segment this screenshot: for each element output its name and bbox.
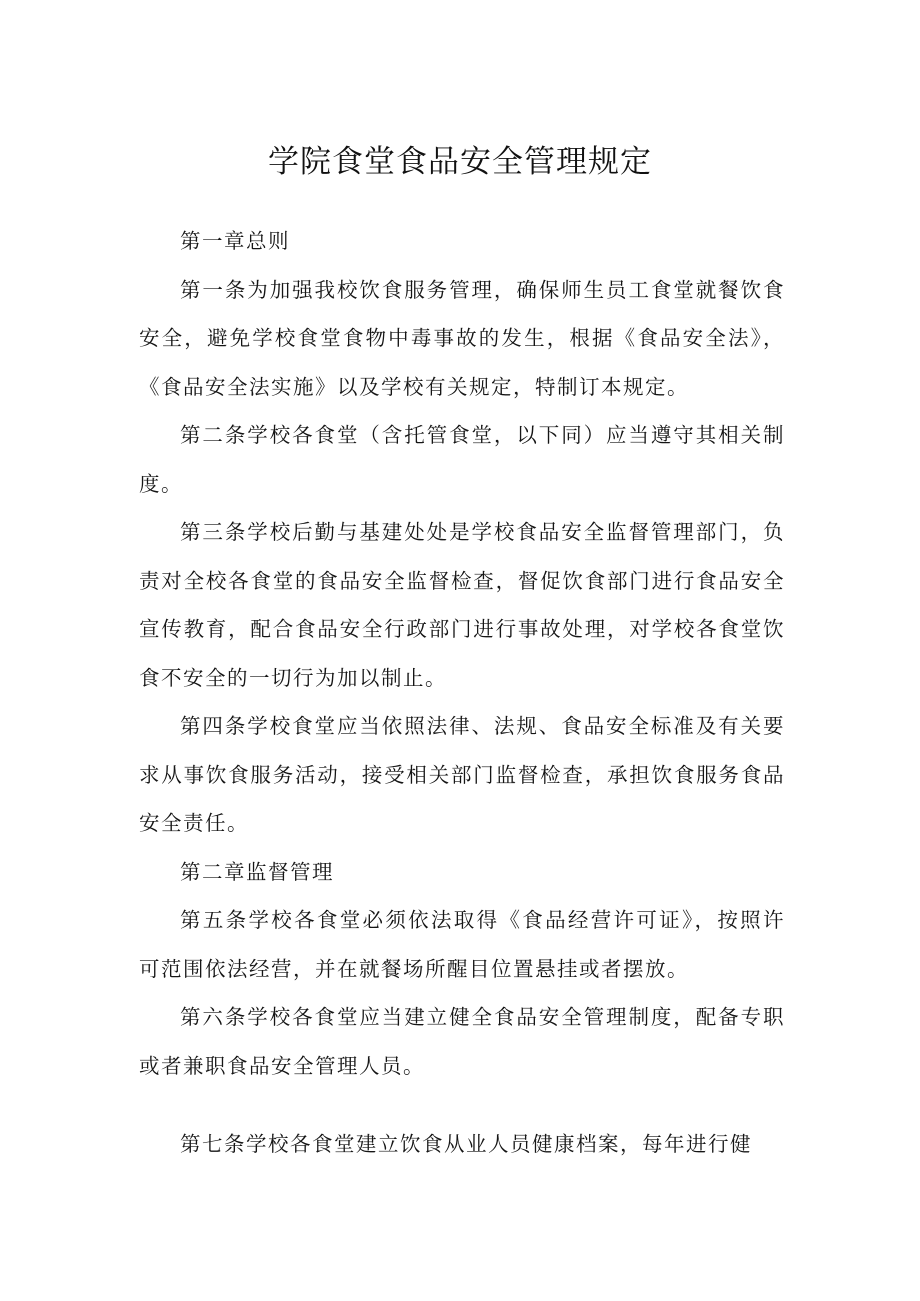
article-paragraph: 第二条学校各食堂（含托管食堂，以下同）应当遵守其相关制度。: [139, 423, 785, 496]
article-paragraph: 第四条学校食堂应当依照法律、法规、食品安全标准及有关要求从事饮食服务活动，接受相关部门监督检查，承担饮食服务食品安全责任。: [139, 714, 785, 835]
article-paragraph: 第三条学校后勤与基建处处是学校食品安全监督管理部门，负责对全校各食堂的食品安全监督检查，督促饮食部门进行食品安全宣传教育，配合食品安全行政部门进行事故处理，对学校各食堂饮食不安全的一切行为加以制止。: [139, 520, 785, 690]
article-paragraph: 第七条学校各食堂建立饮食从业人员健康档案，每年进行健: [180, 1132, 752, 1156]
article-paragraph: 第五条学校各食堂必须依法取得《食品经营许可证》，按照许可范围依法经营，并在就餐场所醒目位置悬挂或者摆放。: [139, 908, 785, 981]
document-body: [139, 217, 785, 1169]
chapter-heading: 第二章监督管理: [180, 859, 334, 884]
article-paragraph: 第一条为加强我校饮食服务管理，确保师生员工食堂就餐饮食安全，避免学校食堂食物中毒事故的发生，根据《食品安全法》，《食品安全法实施》以及学校有关规定，特制订本规定。: [139, 277, 785, 399]
document-title: 学院食堂食品安全管理规定: [268, 144, 652, 180]
chapter-heading: 第一章总则: [180, 229, 290, 253]
article-paragraph: 第六条学校各食堂应当建立健全食品安全管理制度，配备专职或者兼职食品安全管理人员。: [139, 1005, 785, 1078]
